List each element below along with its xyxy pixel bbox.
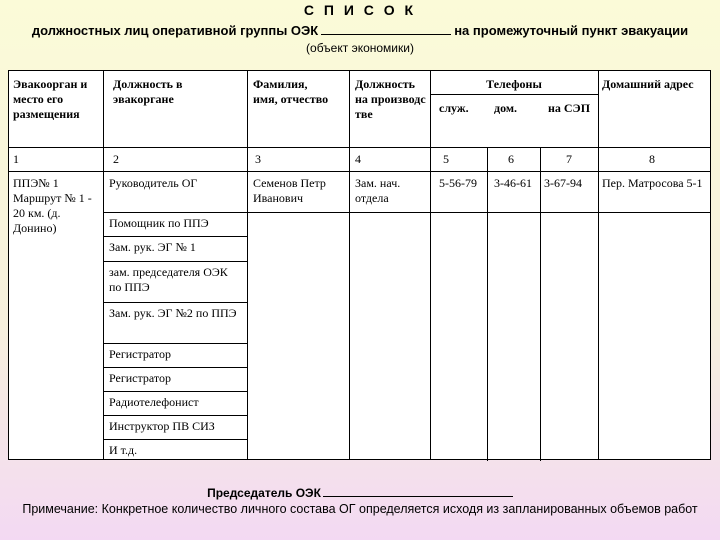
subtitle-right: на промежуточный пункт эвакуации bbox=[454, 23, 689, 38]
position-cell: Регистратор bbox=[109, 347, 172, 361]
header-phone-sep: на СЭП bbox=[547, 101, 591, 115]
phones-divider bbox=[430, 94, 598, 95]
position-cell: Зам. рук. ЭГ №2 по ППЭ bbox=[109, 306, 237, 320]
header-phone-home: дом. bbox=[494, 101, 518, 115]
header-phone-work: служ. bbox=[439, 101, 469, 115]
phone-work-cell: 5-56-79 bbox=[439, 176, 477, 190]
row-divider bbox=[9, 147, 710, 148]
chairman-signature-line bbox=[0, 485, 720, 500]
row-divider bbox=[103, 343, 247, 344]
column-number: 2 bbox=[113, 152, 119, 166]
subtitle-blank-line bbox=[321, 22, 451, 35]
position-cell: И т.д. bbox=[109, 443, 138, 457]
personnel-table bbox=[8, 70, 711, 460]
col-divider bbox=[540, 147, 541, 461]
position-cell: Помощник по ППЭ bbox=[109, 216, 209, 230]
phone-sep-cell: 3-67-94 bbox=[544, 176, 582, 190]
row-divider bbox=[103, 212, 711, 213]
full-name-cell: Семенов Петр Иванович bbox=[253, 176, 326, 205]
position-cell: Руководитель ОГ bbox=[109, 176, 198, 190]
column-number: 3 bbox=[255, 152, 261, 166]
row-divider bbox=[103, 236, 247, 237]
column-number: 7 bbox=[566, 152, 572, 166]
home-address-cell: Пер. Матросова 5-1 bbox=[602, 176, 703, 190]
header-full-name: Фамилия, имя, отчество bbox=[253, 77, 329, 106]
header-position-work: Должность на производс тве bbox=[355, 77, 426, 121]
subtitle-left: должностных лиц оперативной группы ОЭК bbox=[31, 23, 319, 38]
row-divider bbox=[103, 391, 247, 392]
evacuation-point: ППЭ№ 1 Маршрут № 1 - 20 км. (д. Донино) bbox=[13, 176, 92, 235]
position-cell: Радиотелефонист bbox=[109, 395, 199, 409]
work-position-cell: Зам. нач. отдела bbox=[355, 176, 401, 205]
row-divider bbox=[103, 439, 247, 440]
col-divider bbox=[430, 71, 431, 459]
row-divider bbox=[9, 171, 710, 172]
row-divider bbox=[103, 367, 247, 368]
header-phones: Телефоны bbox=[486, 77, 542, 91]
col-divider bbox=[598, 71, 599, 459]
column-number: 8 bbox=[649, 152, 655, 166]
subtitle-caption: (объект экономики) bbox=[306, 41, 414, 55]
column-number: 4 bbox=[355, 152, 361, 166]
document-subtitle bbox=[0, 22, 720, 38]
header-position-evac: Должность в эвакоргане bbox=[113, 77, 183, 106]
document-title: С П И С О К bbox=[303, 2, 417, 18]
position-cell: зам. председателя ОЭК по ППЭ bbox=[109, 265, 228, 294]
position-cell: Зам. рук. ЭГ № 1 bbox=[109, 240, 196, 254]
column-number: 6 bbox=[508, 152, 514, 166]
position-cell: Инструктор ПВ СИЗ bbox=[109, 419, 215, 433]
column-number: 1 bbox=[13, 152, 19, 166]
position-cell: Регистратор bbox=[109, 371, 172, 385]
header-evacuation-body: Эвакоорган и место его размещения bbox=[13, 77, 88, 121]
row-divider bbox=[103, 415, 247, 416]
chairman-label: Председатель ОЭК bbox=[207, 486, 321, 500]
column-number: 5 bbox=[443, 152, 449, 166]
footnote: Примечание: Конкретное количество личного состава ОГ определяется исходя из запланированных объемов работ bbox=[22, 502, 698, 516]
col-divider bbox=[349, 71, 350, 459]
col-divider bbox=[487, 147, 488, 461]
phone-home-cell: 3-46-61 bbox=[494, 176, 532, 190]
header-home-address: Домашний адрес bbox=[602, 77, 694, 91]
signature-blank-line bbox=[323, 485, 513, 497]
col-divider bbox=[103, 71, 104, 459]
row-divider bbox=[103, 261, 247, 262]
col-divider bbox=[247, 71, 248, 459]
row-divider bbox=[103, 302, 247, 303]
